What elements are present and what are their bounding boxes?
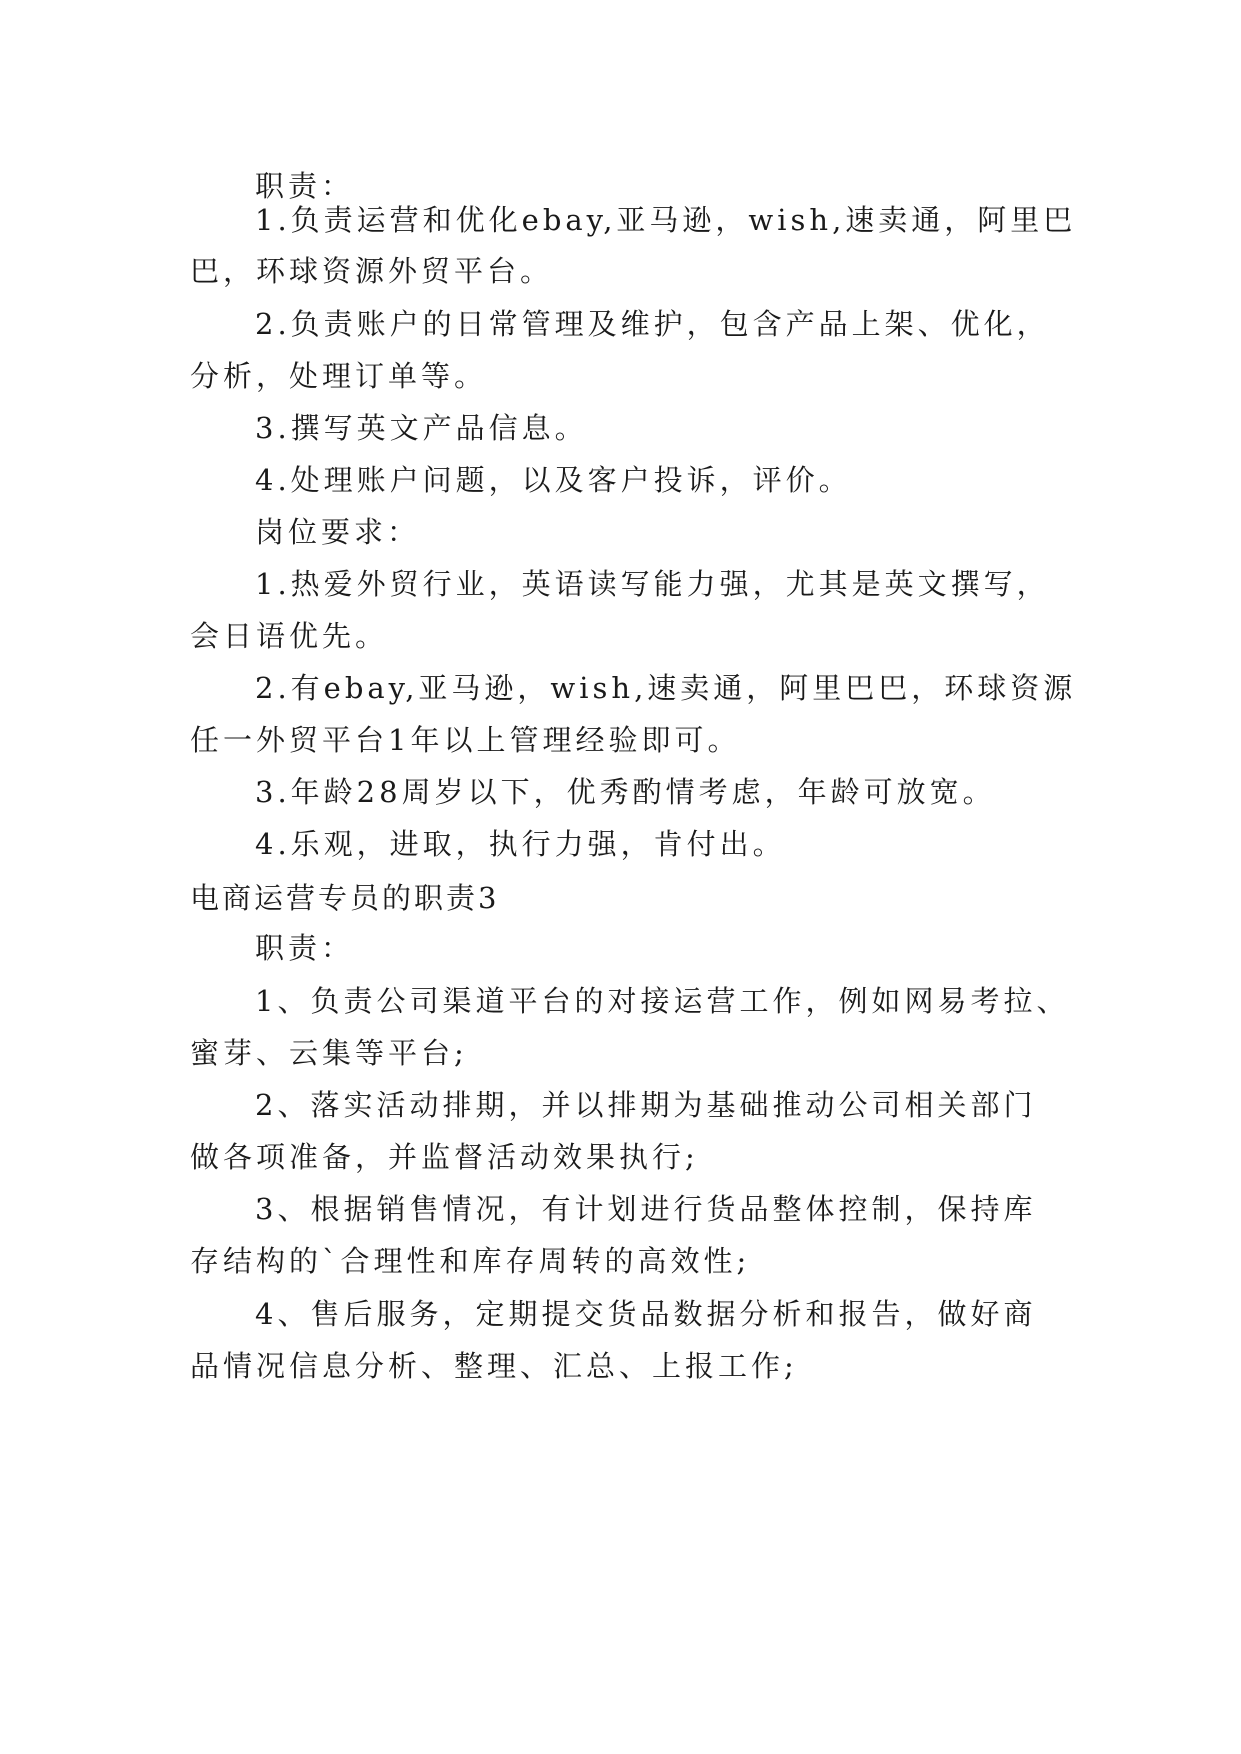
paragraph-line: 2、落实活动排期，并以排期为基础推动公司相关部门 [255, 1088, 1037, 1122]
paragraph-line: 4.处理账户问题，以及客户投诉，评价。 [255, 463, 852, 497]
paragraph-line: 4、售后服务，定期提交货品数据分析和报告，做好商 [255, 1297, 1037, 1331]
paragraph-line: 蜜芽、云集等平台; [190, 1036, 468, 1070]
paragraph-line: 1.热爱外贸行业，英语读写能力强，尤其是英文撰写， [255, 567, 1050, 601]
paragraph-line: 存结构的`合理性和库存周转的高效性; [190, 1244, 751, 1278]
paragraph-line: 品情况信息分析、整理、汇总、上报工作; [190, 1349, 798, 1383]
section-label-duties: 职责： [255, 169, 355, 203]
paragraph-line: 2.负责账户的日常管理及维护，包含产品上架、优化， [255, 307, 1050, 341]
paragraph-line: 任一外贸平台1年以上管理经验即可。 [190, 723, 741, 757]
paragraph-line: 1.负责运营和优化ebay,亚马逊，wish,速卖通，阿里巴 [255, 203, 1077, 237]
paragraph-line: 3.年龄28周岁以下，优秀酌情考虑，年龄可放宽。 [255, 775, 996, 809]
section-label-duties: 职责： [255, 931, 355, 965]
paragraph-line: 2.有ebay,亚马逊，wish,速卖通，阿里巴巴，环球资源 [255, 671, 1077, 705]
paragraph-line: 3、根据销售情况，有计划进行货品整体控制，保持库 [255, 1192, 1037, 1226]
paragraph-line: 3.撰写英文产品信息。 [255, 411, 588, 445]
paragraph-line: 4.乐观，进取，执行力强，肯付出。 [255, 827, 786, 861]
paragraph-line: 做各项准备，并监督活动效果执行; [190, 1140, 699, 1174]
paragraph-line: 会日语优先。 [190, 619, 389, 653]
paragraph-line: 1、负责公司渠道平台的对接运营工作，例如网易考拉、 [255, 984, 1070, 1018]
paragraph-line: 巴，环球资源外贸平台。 [190, 254, 554, 288]
section-heading: 电商运营专员的职责3 [190, 881, 500, 915]
paragraph-line: 分析，处理订单等。 [190, 359, 488, 393]
section-label-requirements: 岗位要求： [255, 515, 421, 549]
